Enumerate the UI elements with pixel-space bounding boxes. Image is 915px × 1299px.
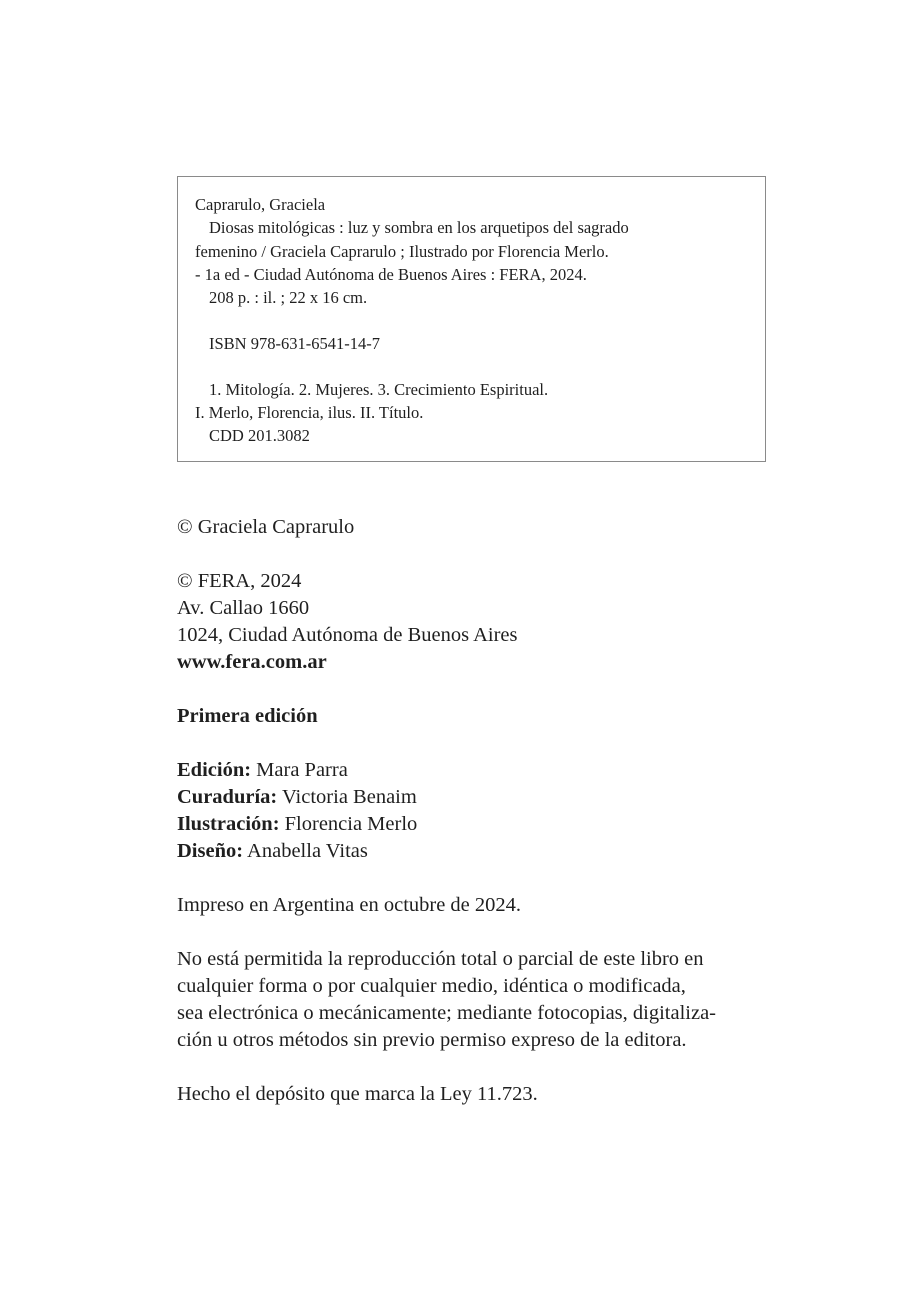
rights-line-1: No está permitida la reproducción total o parcial de este libro en	[177, 948, 704, 970]
credit-label: Edición	[177, 759, 245, 781]
credit-value: Victoria Benaim	[277, 786, 417, 808]
rights-block	[177, 946, 777, 1054]
author-copyright: © Graciela Caprarulo	[177, 516, 355, 538]
rights-line-3: sea electrónica o mecánicamente; mediante fotocopias, digitaliza-	[177, 1002, 717, 1024]
printed-note: Impreso en Argentina en octubre de 2024.	[177, 894, 522, 916]
credit-label: Ilustración	[177, 813, 273, 835]
author-copyright-block	[177, 514, 777, 541]
cip-spacer	[195, 309, 747, 332]
credit-colon: :	[236, 840, 244, 862]
edition-line	[177, 703, 777, 730]
credit-label: Curaduría	[177, 786, 271, 808]
publisher-copyright: © FERA, 2024	[177, 570, 302, 592]
credit-value: Mara Parra	[251, 759, 348, 781]
credit-row	[177, 757, 777, 784]
cip-catalog-box	[177, 176, 766, 462]
legal-deposit: Hecho el depósito que marca la Ley 11.723.	[177, 1083, 538, 1105]
credit-row	[177, 811, 777, 838]
cip-title-line-2: femenino / Graciela Caprarulo ; Ilustrado por Florencia Merlo.	[195, 241, 609, 261]
credits-block	[177, 757, 777, 865]
cip-physical-description: 208 p. : il. ; 22 x 16 cm.	[209, 288, 368, 308]
credit-colon: :	[272, 813, 280, 835]
deposit-block	[177, 1081, 777, 1108]
cip-author: Caprarulo, Graciela	[195, 195, 326, 214]
printed-block	[177, 892, 777, 919]
credit-colon: :	[244, 759, 252, 781]
credit-value: Florencia Merlo	[279, 813, 418, 835]
edition-block	[177, 703, 777, 730]
cip-cdd: CDD 201.3082	[209, 426, 310, 446]
credit-row	[177, 838, 777, 865]
credit-colon: :	[270, 786, 278, 808]
rights-line-4: ción u otros métodos sin previo permiso expreso de la editora.	[177, 1029, 687, 1051]
credit-row	[177, 784, 777, 811]
cip-subjects: 1. Mitología. 2. Mujeres. 3. Crecimiento Espiritual.	[209, 379, 549, 399]
publisher-website-line	[177, 649, 777, 676]
cip-title-line-1: Diosas mitológicas : luz y sombra en los arquetipos del sagrado	[209, 218, 629, 238]
credit-value: Anabella Vitas	[243, 840, 368, 862]
cip-added-entries: I. Merlo, Florencia, ilus. II. Título.	[195, 403, 424, 423]
publisher-block	[177, 568, 777, 676]
cip-spacer	[195, 355, 747, 378]
publisher-address-city: 1024, Ciudad Autónoma de Buenos Aires	[177, 624, 518, 646]
rights-line-2: cualquier forma o por cualquier medio, idéntica o modificada,	[177, 975, 686, 997]
colophon-text	[177, 514, 777, 1135]
publisher-address-street: Av. Callao 1660	[177, 597, 310, 619]
publisher-website[interactable]: www.fera.com.ar	[177, 651, 327, 673]
cip-isbn: ISBN 978-631-6541-14-7	[209, 333, 380, 353]
credit-label: Diseño	[177, 840, 237, 862]
edition-label: Primera edición	[177, 705, 318, 727]
cip-edition-line: - 1a ed - Ciudad Autónoma de Buenos Aires : FERA, 2024.	[195, 264, 587, 284]
